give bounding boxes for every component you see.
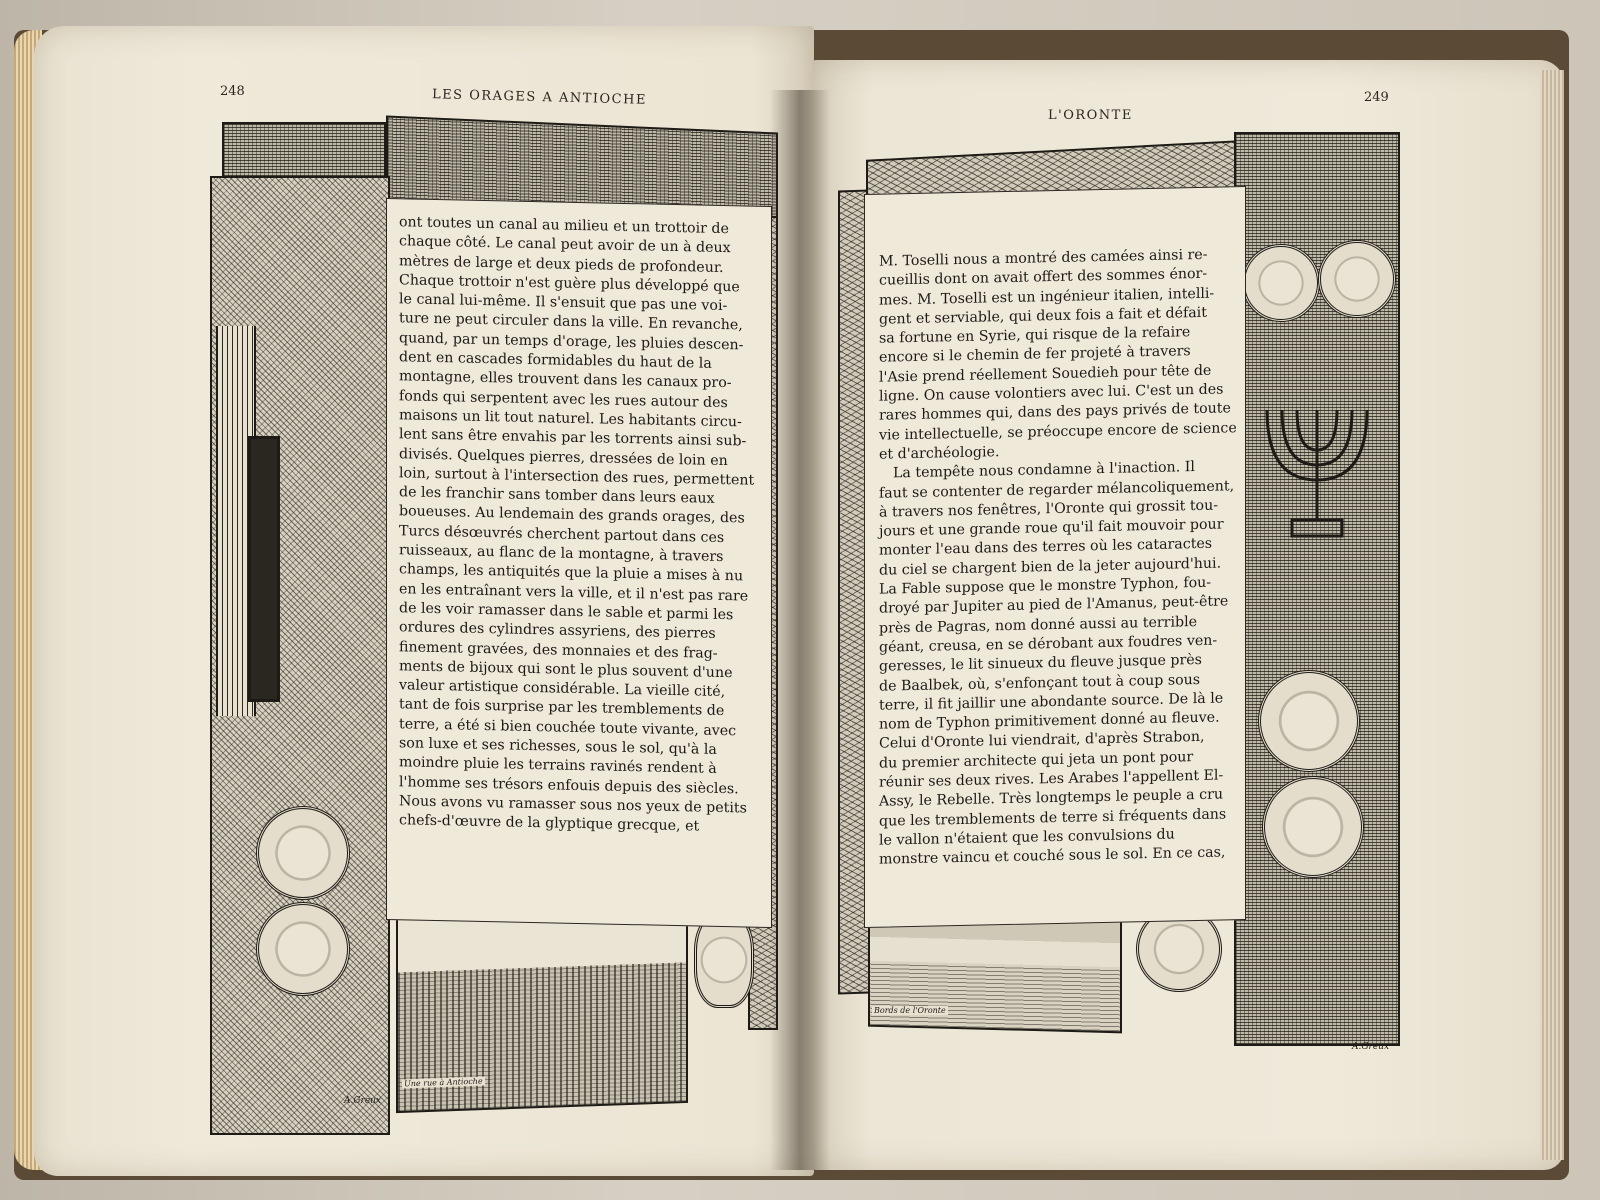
- text-line: boueuses. Au lendemain des grands orages, des: [399, 503, 745, 527]
- inscribed-coin: [1318, 240, 1396, 318]
- text-line: lent sans être envahis par les torrents ainsi sub-: [399, 426, 747, 450]
- left-illustration-caption: Une rue à Antioche: [403, 1076, 483, 1089]
- text-line: mètres de large et deux pieds de profondeur.: [399, 252, 724, 276]
- text-line: près de Pagras, nom donné aussi au terrible: [879, 613, 1197, 637]
- text-line: l'homme ses trésors enfouis depuis des siècles.: [399, 773, 739, 797]
- top-frieze-left: [222, 122, 386, 178]
- text-line: Chaque trottoir n'est guère plus développé que: [399, 272, 740, 296]
- text-line: divisés. Quelques pierres, dressées de loin en: [399, 445, 728, 469]
- text-line: faut se contenter de regarder mélancoliquement,: [879, 477, 1235, 502]
- text-line: mes. M. Toselli est un ingénieur italien, intelli-: [879, 285, 1215, 309]
- text-line: moindre pluie les terrains ravinés rendent à: [399, 754, 717, 778]
- text-line: jours et une grande roue qu'il fait mouvoir pour: [879, 516, 1224, 540]
- text-line: geresses, le lit sinueux du fleuve jusque près: [879, 652, 1202, 675]
- text-line: de Baalbek, où, s'enfonçant tout à coup sous: [879, 671, 1201, 695]
- text-line: réunir ses deux rives. Les Arabes l'appellent El-: [879, 767, 1224, 791]
- text-line: le vallon n'étaient que les convulsions du: [879, 826, 1175, 849]
- left-page: [34, 26, 814, 1176]
- text-line: quand, par un temps d'orage, les pluies descen-: [399, 330, 744, 354]
- text-line: terre, a été si bien couchée toute vivante, avec: [399, 715, 737, 740]
- text-line: dent en cascades formidables du haut de la: [399, 349, 712, 372]
- text-line: finement gravées, des monnaies et des frag-: [399, 638, 718, 662]
- text-line: l'Asie prend réellement Souedieh pour tête de: [879, 362, 1212, 386]
- text-line: chaque côté. Le canal peut avoir de un à deux: [399, 233, 731, 257]
- text-line: cueillis dont on avait offert des sommes énor-: [879, 266, 1208, 289]
- doorway: [248, 436, 280, 702]
- text-line: vie intellectuelle, se préoccupe encore de science: [879, 419, 1237, 444]
- text-line: maisons un lit tout naturel. Les habitants circu-: [399, 407, 742, 431]
- right-page: [812, 60, 1564, 1170]
- text-line: loin, surtout à l'intersection des rues, permettent: [399, 465, 755, 489]
- text-line: du premier architecte qui jeta un pont pour: [879, 748, 1194, 772]
- right-body-text: [864, 186, 1246, 928]
- menorah-icon: [1252, 390, 1382, 550]
- text-line: et d'archéologie.: [879, 444, 1000, 463]
- right-page-number: 249: [1364, 90, 1389, 105]
- text-line: Assy, le Rebelle. Très longtemps le peuple a cru: [879, 786, 1224, 810]
- text-line: Celui d'Oronte lui viendrait, d'après Strabon,: [879, 729, 1205, 753]
- text-line: gent et serviable, qui deux fois a fait et défait: [879, 304, 1207, 328]
- text-line: encore si le chemin de fer projeté à travers: [879, 343, 1191, 367]
- text-line: de les voir ramasser dans le sable et parmi les: [399, 600, 734, 624]
- left-body-text: [386, 198, 772, 928]
- text-line: monter l'eau dans des terres où les cataractes: [879, 536, 1213, 560]
- medusa-coin: [256, 806, 350, 900]
- text-line: monstre vaincu et couché sous le sol. En ce cas,: [879, 844, 1226, 868]
- text-line: La tempête nous condamne à l'inaction. Il: [893, 459, 1195, 482]
- text-line: sa fortune en Syrie, qui risque de la refaire: [879, 324, 1191, 347]
- text-line: rares hommes qui, dans des pays privés de toute: [879, 400, 1231, 425]
- right-running-head: L'ORONTE: [1048, 108, 1133, 123]
- text-line: le canal lui-même. Il s'ensuit que pas une voi-: [399, 291, 728, 315]
- text-line: de les franchir sans tomber dans leurs eaux: [399, 484, 715, 507]
- emperor-portrait-coin: [1262, 776, 1364, 878]
- seated-figure-coin: [1258, 670, 1360, 772]
- text-line: du ciel se chargent bien de la jeter aujourd'hui.: [879, 555, 1222, 579]
- right-illustration-caption: Bords de l'Oronte: [874, 1006, 946, 1015]
- text-line: terre, il fit jaillir une abondante source. De là le: [879, 690, 1224, 714]
- text-line: Nous avons vu ramasser sous nos yeux de petits: [399, 793, 747, 817]
- text-line: valeur artistique considérable. La vieille cité,: [399, 677, 726, 701]
- text-line: fonds qui serpentent avec les rues autour des: [399, 387, 728, 411]
- text-line: ruisseaux, au flanc de la montagne, à travers: [399, 542, 724, 566]
- text-line: ture ne peut circuler dans la ville. En revanche,: [399, 310, 743, 334]
- text-line: ordures des cylindres assyriens, des pierres: [399, 619, 716, 643]
- bird-coin: [1242, 244, 1320, 322]
- text-line: droyé par Jupiter au pied de l'Amanus, peut-être: [879, 593, 1229, 618]
- text-line: son luxe et ses richesses, sous le sol, qu'à la: [399, 735, 717, 758]
- text-line: montagne, elles trouvent dans les canaux pro-: [399, 368, 732, 392]
- text-line: M. Toselli nous a montré des camées ainsi re-: [879, 246, 1208, 270]
- text-line: nom de Typhon primitivement donné au fleuve.: [879, 709, 1220, 733]
- text-line: à travers nos fenêtres, l'Oronte qui grossit tou-: [879, 497, 1219, 521]
- text-line: champs, les antiquités que la pluie a mises à nu: [399, 561, 744, 585]
- rose-coin: [256, 902, 350, 996]
- text-line: ments de bijoux qui sont le plus souvent d'une: [399, 658, 733, 682]
- right-page-edges: [1540, 70, 1564, 1160]
- text-line: ligne. On cause volontiers avec lui. C'est un des: [879, 381, 1224, 405]
- text-line: en les entraînant vers la ville, et il n'est pas rare: [399, 580, 749, 605]
- text-line: géant, creusa, en se dérobant aux foudres ven-: [879, 632, 1218, 656]
- right-artist-signature: A.Greux: [1352, 1042, 1390, 1052]
- text-line: ont toutes un canal au milieu et un trottoir de: [399, 214, 729, 238]
- text-line: tant de fois surprise par les tremblements de: [399, 696, 725, 720]
- text-line: La Fable suppose que le monstre Typhon, fou-: [879, 574, 1212, 598]
- text-line: chefs-d'œuvre de la glyptique grecque, et: [399, 812, 700, 835]
- left-page-number: 248: [220, 84, 245, 99]
- left-artist-signature: A.Greux: [344, 1096, 382, 1106]
- text-line: Turcs désœuvrés cherchent partout dans ces: [399, 522, 725, 546]
- left-running-head: LES ORAGES A ANTIOCHE: [431, 87, 648, 108]
- text-line: que les tremblements de terre si fréquents dans: [879, 806, 1227, 830]
